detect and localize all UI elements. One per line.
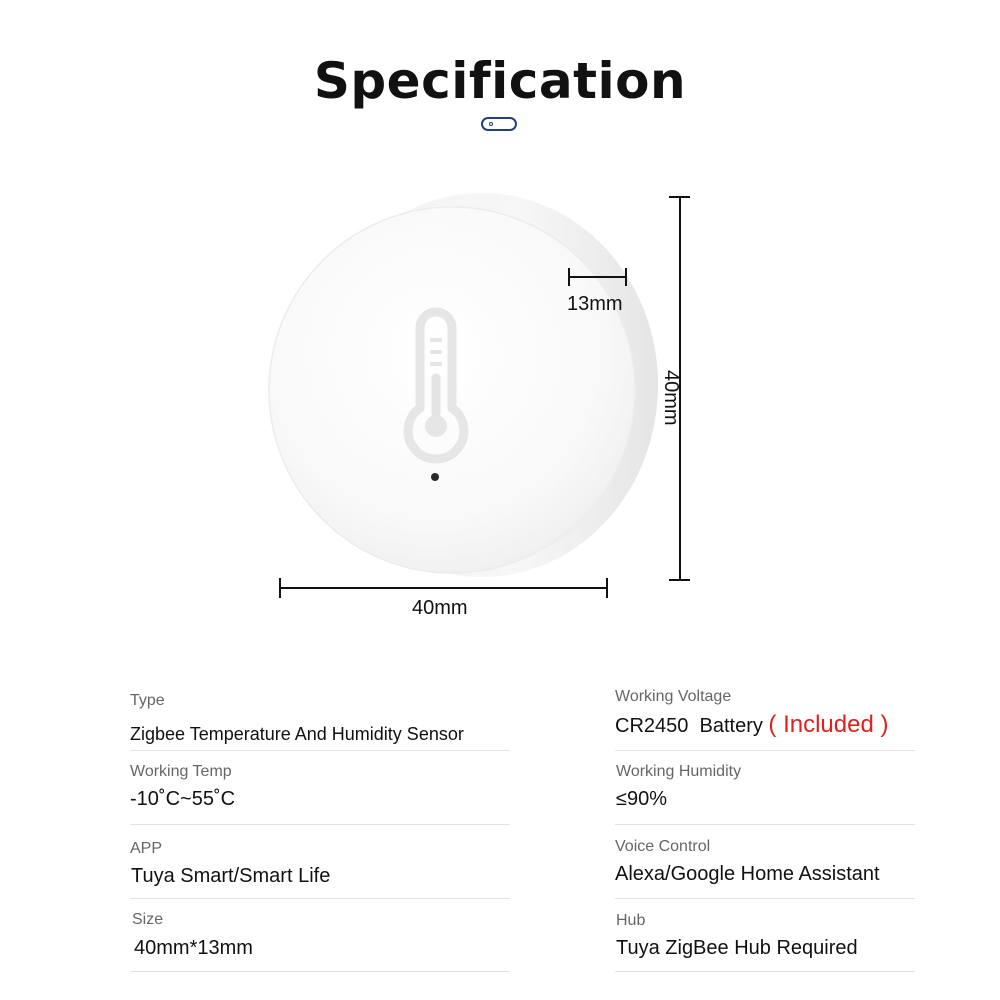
depth-dimension-line bbox=[569, 268, 626, 286]
width-dimension-line bbox=[280, 578, 607, 598]
spec-value-voice-control: Alexa/Google Home Assistant bbox=[615, 863, 880, 885]
spec-label-size: Size bbox=[132, 911, 164, 928]
divider bbox=[130, 824, 510, 825]
spec-value-size: 40mm*13mm bbox=[134, 937, 253, 959]
battery-included-note: ( Included ) bbox=[768, 711, 889, 738]
voltage-value: CR2450 Battery bbox=[615, 715, 769, 737]
divider bbox=[130, 750, 510, 751]
spec-value-type: Zigbee Temperature And Humidity Sensor bbox=[130, 724, 464, 744]
spec-label-voice-control: Voice Control bbox=[615, 838, 711, 855]
divider bbox=[130, 898, 510, 899]
spec-label-type: Type bbox=[130, 692, 165, 709]
page-title: Specification bbox=[313, 52, 687, 110]
spec-value-working-voltage bbox=[615, 711, 888, 739]
spec-value-working-humidity: ≤90% bbox=[616, 788, 668, 810]
divider bbox=[130, 971, 510, 972]
spec-label-working-temp: Working Temp bbox=[130, 763, 232, 780]
spec-value-working-temp: -10˚C~55˚C bbox=[130, 788, 236, 810]
spec-label-working-humidity: Working Humidity bbox=[616, 763, 742, 780]
divider bbox=[615, 824, 915, 825]
depth-label: 13mm bbox=[567, 293, 623, 315]
spec-value-hub: Tuya ZigBee Hub Required bbox=[616, 937, 858, 959]
spec-value-app: Tuya Smart/Smart Life bbox=[131, 865, 331, 887]
spec-label-hub: Hub bbox=[616, 912, 646, 929]
spec-label-working-voltage: Working Voltage bbox=[615, 688, 732, 705]
divider bbox=[615, 971, 915, 972]
divider bbox=[615, 750, 915, 751]
divider bbox=[615, 898, 915, 899]
width-label: 40mm bbox=[412, 597, 468, 619]
height-label: 40mm bbox=[660, 370, 682, 426]
spec-label-app: APP bbox=[130, 840, 163, 857]
